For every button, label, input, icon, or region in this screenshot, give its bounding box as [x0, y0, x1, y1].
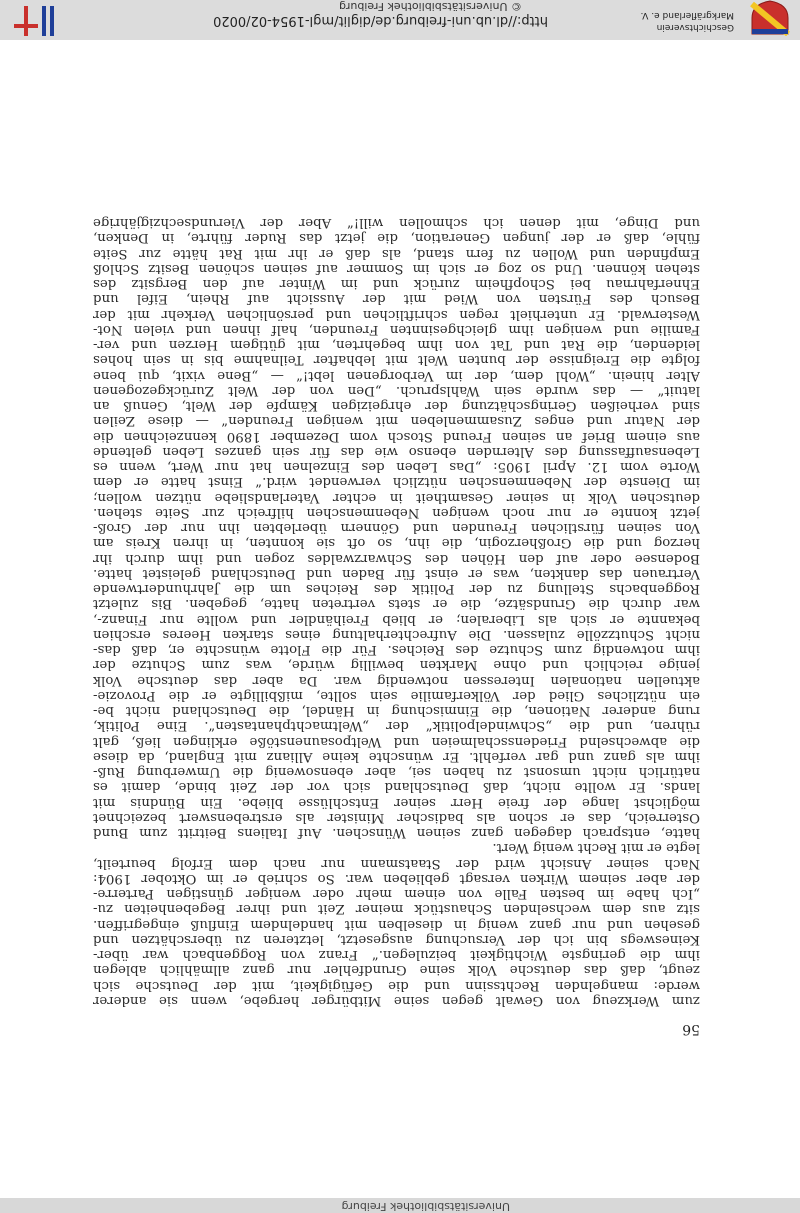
text-line: fühle, daß er der jungen Generation, die jetzt das Ruder führte, in Denken, — [93, 230, 700, 246]
text-line: rung anderer Nationen, die Einmischung in Händel, die Deutschland nicht be- — [93, 703, 700, 719]
text-line: Familie und wenigen ihm gleichgesinnten Freunden, half ihnen und vielen Not- — [93, 322, 700, 337]
text-line: Nach seiner Ansicht wird der Staatsmann nur nach dem Erfolg beurteilt, — [93, 855, 700, 871]
text-line: lands. Er wollte nicht, daß Deutschland sich vor der Zeit binde, damit es — [93, 779, 700, 795]
text-line: nicht Schutzzölle zulassen. Die Aufrechterhaltung eines starken Heeres erschien — [93, 627, 700, 642]
text-line: ihm notwendig zum Schutze des Reiches. Für die Flotte wünschte er, daß das- — [93, 642, 700, 658]
text-line: Empfinden und Wollen zu fern stand, als daß er ihr mit Rat hätte zur Seite — [93, 245, 700, 261]
text-line: sitz aus dem wechselnden Schaustück meiner Zeit und ihrer Begebenheiten zu- — [93, 901, 700, 917]
page-number-area — [93, 1021, 700, 1037]
text-line: möglichst lange der freie Herr seiner Entschlüsse bliebe. Ein Bündnis mit — [93, 794, 700, 810]
text-line: werde: mangelnden Rechtssinn und die Gefügigkeit, mit der Deutsche sich — [93, 977, 700, 993]
text-line: zeugt, daß das deutsche Volk seine Grundfehler nur ganz allmählich ablegen — [93, 962, 700, 978]
text-line: latuit“ — das wurde sein Wahlspruch. „Den von der Welt Zurückgezogenen — [93, 383, 700, 398]
text-line: Ehnerfahrnau bei Schopfheim zurück und im Winter auf den Bergsitz des — [93, 276, 700, 292]
society-name-line1: Geschichtsverein — [656, 22, 734, 32]
text-line: jetzt konnte er nur noch wenigen Nebenmenschen hilfreich zur Seite stehen. — [93, 505, 700, 520]
text-line: „Ich habe im besten Falle von einem mehr oder weniger günstigen Parterre- — [93, 886, 700, 902]
text-line: rühren, und die „Schwindelpolitik“ der „Weltmachtphantasten“. Eine Politik, — [93, 718, 700, 734]
text-line: Von seinen fürstlichen Freunden und Gönnern überlebten ihn nur der Groß- — [93, 520, 700, 536]
text-line: Westerwald. Er unterhielt regen schriftlichen und persönlichen Verkehr mit der — [93, 306, 700, 322]
top-strip-text: Universitätsbibliothek Freiburg — [341, 1200, 510, 1213]
text-line: zum Werkzeug von Gewalt gegen seine Mitbürger hergebe, wenn sie anderer — [93, 993, 700, 1008]
text-line: Roggenbachs Stellung zu der Politik des Reiches um die Jahrhundertwende — [93, 581, 700, 597]
text-line: der Natur und enges Zusammenleben mit wenigen Freunden“ — diese Zeilen — [93, 413, 700, 429]
text-line: Keineswegs bin ich der Versuchung ausgesetzt, letzteren zu überschätzen und — [93, 932, 700, 947]
text-line: Vertrauen das dankten, was er einst für Baden und Deutschland geleistet hatte. — [93, 566, 700, 581]
text-line: ihm als ganz und gar verfehlt. Er wünschte keine Allianz mit England, da diese — [93, 749, 700, 764]
footer-url[interactable]: http://dl.ub.uni-freiburg.de/diglit/mgl-1954-02/0020 — [213, 13, 548, 28]
text-line: ein nützliches Glied der Völkerfamilie sein sollte, mißbilligte er die Provozie- — [93, 688, 700, 703]
text-line: aus einem Brief an seinen Freund Stosch vom Dezember 1890 kennzeichnen die — [93, 428, 700, 444]
university-logo-icon — [5, 0, 60, 40]
text-line: gesehen und nur ganz wenig in dieselben mit handelndem Einfluß eingegriffen. — [93, 916, 700, 932]
text-line: leidenden, die Rat und Tat von ihm begehrten, mit gütigem Herzen und ver- — [93, 337, 700, 353]
text-line: ihm die geringste Wichtigkeit beizulegen.“ Franz von Roggenbach war über- — [93, 947, 700, 963]
text-line: bekannte er sich als Liberalen; er blieb Freihändler und wollte nur Finanz-, — [93, 611, 700, 627]
text-line: Worte vom 12. April 1905: „Das Leben des Einzelnen hat nur Wert, wenn es — [93, 459, 700, 475]
society-name-line2: Markgräflerland e. V. — [640, 10, 734, 20]
top-strip — [0, 1198, 800, 1213]
text-line: Bodensee oder auf den Höhen des Schwarzwaldes zogen und ihm durch ihr — [93, 550, 700, 566]
text-line: Alter hinein. „Wohl dem, der im Verborgenen lebt!“ — „Bene vixit, qui bene — [93, 367, 700, 383]
text-line: und Dinge, mit denen ich schmollen will!“ Aber der Vierundsechzigjährige — [93, 215, 700, 231]
text-line: legte er mit Recht wenig Wert. — [492, 840, 700, 856]
page-number: 56 — [682, 1021, 700, 1037]
text-line: sind verheißen Geringschätzung der ehrgeizigen Kämpfe der Welt, Genuß an — [93, 398, 700, 414]
text-line: Lebensauffassung des Alternden ebenso wie das für sein ganzes Leben geltende — [93, 444, 700, 459]
text-line: war durch die Grundsätze, die er stets vertreten hatte, gegeben. Bis zuletzt — [93, 596, 700, 612]
text-line: herzog und die Großherzogin, die ihn, so oft sie konnten, in ihren Kreis am — [93, 535, 700, 551]
text-line: jenige reichlich und ohne Markten bewillig würde, was zum Schutze der — [93, 657, 700, 673]
footer-copyright: © Universitätsbibliothek Freiburg — [339, 0, 522, 13]
text-line: Österreich, das er schon als badischer Minister als erstrebenswert bezeichnet — [93, 810, 700, 825]
text-line: folgte die Ereignisse der bunten Welt mit lebhafter Teilnahme bis in sein hohes — [93, 352, 700, 368]
society-crest-icon — [748, 0, 792, 36]
text-line: natürlich nicht umsonst zu haben sei, aber ebensowenig die Umwerbung Ruß- — [93, 764, 700, 780]
text-line: der aber seinem Wirken versagt geblieben war. So schrieb er im Oktober 1904: — [93, 871, 700, 886]
text-line: im Dienste der Nebenmenschen nützlich verwendet wird.“ Einst hatte er dem — [93, 474, 700, 490]
text-line: stehen können. Und so zog er sich im Sommer auf seinen schönen Besitz Schloß — [93, 261, 700, 276]
text-line: Besuch des Fürsten von Wied mit der Aussicht auf Rhein, Eifel und — [93, 291, 700, 307]
text-line: deutschen Volk in seiner Gesamtheit in echter Vaterlandsliebe nützen wollen; — [93, 489, 700, 505]
text-line: aktuellen nationalen Interessen notwendig war. Da aber das deutsche Volk — [93, 672, 700, 688]
text-line: die abwechselnd Friedensschalmeien und Weltposaunenstöße erklingen ließ, galt — [93, 733, 700, 749]
text-line: hatte, entsprach dagegen ganz seinen Wünschen. Auf Italiens Beitritt zum Bund — [93, 825, 700, 841]
